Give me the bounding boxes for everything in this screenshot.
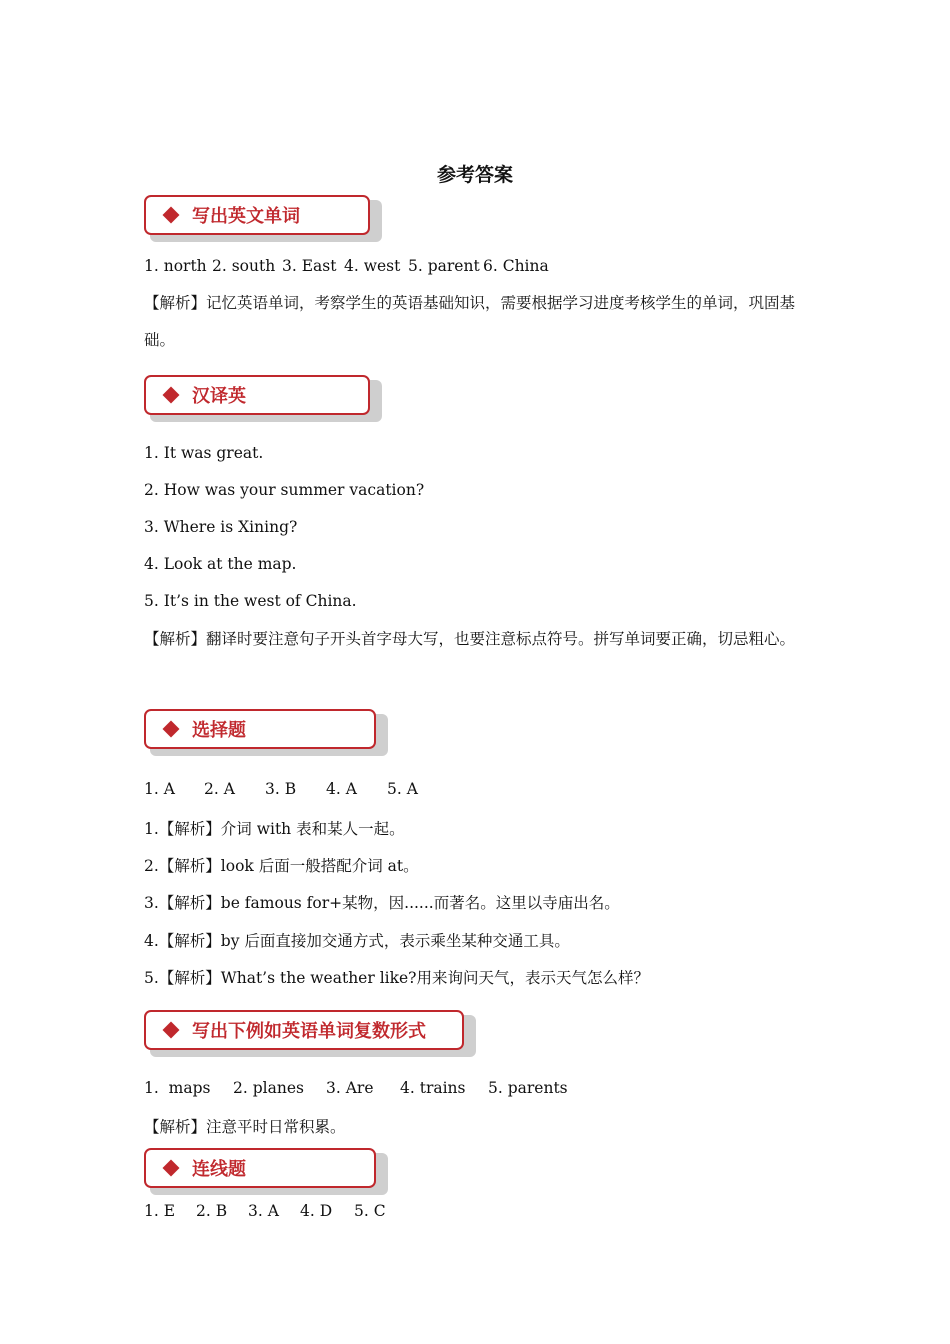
- analysis-text: 【解析】记忆英语单词，考察学生的英语基础知识，需要根据学习进度考核学生的单词，巩固基础。: [144, 294, 796, 349]
- diamond-bullet-icon: [163, 721, 180, 738]
- analysis-text: 【解析】翻译时要注意句子开头首字母大写，也要注意标点符号。拼写单词要正确，切忌粗心。: [144, 630, 796, 648]
- answer-row: 1. maps 2. planes 3. Are 4. trains 5. parents: [144, 1079, 568, 1097]
- answer-row: 1. A 2. A 3. B 4. A 5. A: [144, 780, 418, 798]
- explanation-line: 5.【解析】What’s the weather like?用来询问天气，表示天气怎么样？: [144, 969, 649, 987]
- answer-line: 3. Where is Xining?: [144, 518, 298, 536]
- explanation-line: 2.【解析】look 后面一般搭配介词 at。: [144, 857, 419, 875]
- page-title: 参考答案: [436, 164, 513, 186]
- answer-line: 5. It’s in the west of China.: [144, 592, 357, 610]
- explanation-line: 3.【解析】be famous for+某物，因......而著名。这里以寺庙出名。: [144, 894, 620, 912]
- diamond-bullet-icon: [163, 1022, 180, 1039]
- answer-line: 1. It was great.: [144, 444, 264, 462]
- answer-row: 1. north 2. south 3. East 4. west 5. parent 6. China: [144, 257, 549, 275]
- analysis-text: 【解析】注意平时日常积累。: [144, 1118, 346, 1136]
- diamond-bullet-icon: [163, 207, 180, 224]
- diamond-bullet-icon: [163, 387, 180, 404]
- answer-row: 1. E 2. B 3. A 4. D 5. C: [144, 1202, 386, 1220]
- explanation-line: 1.【解析】介词 with 表和某人一起。: [144, 820, 405, 838]
- answer-line: 4. Look at the map.: [144, 555, 297, 573]
- answer-line: 2. How was your summer vacation?: [144, 481, 425, 499]
- explanation-line: 4.【解析】by 后面直接加交通方式，表示乘坐某种交通工具。: [144, 932, 570, 950]
- diamond-bullet-icon: [163, 1160, 180, 1177]
